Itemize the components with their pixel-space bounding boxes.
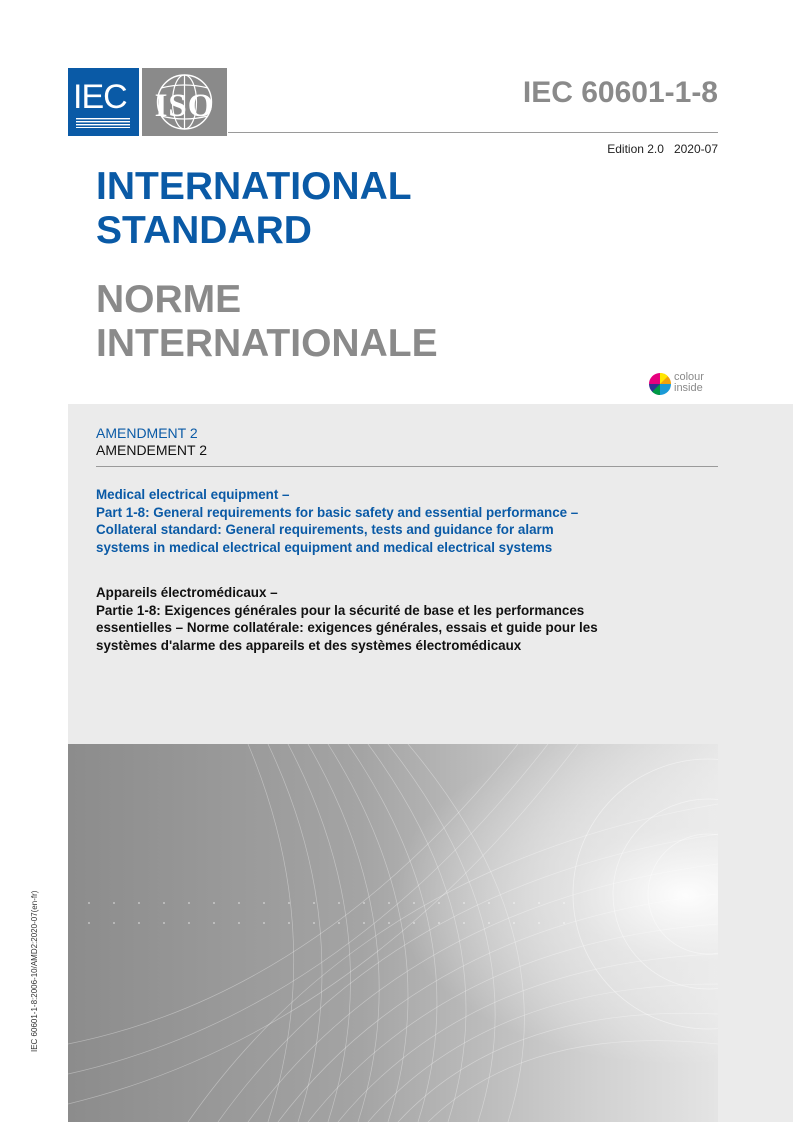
title-en-line-1: INTERNATIONAL <box>96 165 412 208</box>
amendment-french: AMENDEMENT 2 <box>96 442 207 458</box>
colour-wheel-icon <box>649 373 671 395</box>
colour-inside-text <box>674 372 704 394</box>
description-fr-line: essentielles – Norme collatérale: exigences générales, essais et guide pour les <box>96 620 598 635</box>
colour-inside-line-2: inside <box>674 382 703 394</box>
iso-logo <box>142 68 227 136</box>
title-en-line-2: STANDARD <box>96 209 312 252</box>
title-fr-line-2: INTERNATIONALE <box>96 322 438 365</box>
description-en-line: Collateral standard: General requirements, tests and guidance for alarm <box>96 522 554 537</box>
edition-date: 2020-07 <box>673 142 718 156</box>
standard-number: IEC 60601-1-8 <box>522 76 718 109</box>
title-french <box>96 278 438 366</box>
colour-inside-badge <box>649 372 719 398</box>
description-fr-line: systèmes d'alarme des appareils et des systèmes électromédicaux <box>96 637 522 653</box>
colour-inside-line-1: colour <box>674 371 704 383</box>
iec-logo-bars-icon <box>76 118 130 128</box>
iec-logo <box>68 68 139 136</box>
title-english <box>96 165 412 253</box>
side-reference-code: IEC 60601-1-8:2006-10/AMD2:2020-07(en-fr) <box>30 890 39 1052</box>
amendment-english: AMENDMENT 2 <box>96 425 198 441</box>
edition-info <box>607 142 718 156</box>
title-fr-line-1: NORME <box>96 278 242 321</box>
header-divider <box>228 132 718 133</box>
amendment-divider <box>96 466 718 467</box>
iso-logo-text: ISO <box>154 88 215 124</box>
cover-artwork-graphic <box>68 744 718 1122</box>
description-en-line: systems in medical electrical equipment and medical electrical systems <box>96 539 553 555</box>
description-fr-line: Partie 1-8: Exigences générales pour la sécurité de base et les performances <box>96 602 585 618</box>
iec-logo-text: IEC <box>73 78 127 116</box>
description-english <box>96 486 716 556</box>
edition-label: Edition 2.0 <box>607 142 664 156</box>
description-en-line: Medical electrical equipment – <box>96 487 290 502</box>
description-french <box>96 584 716 654</box>
cover-artwork <box>68 744 718 1122</box>
description-en-line: Part 1-8: General requirements for basic safety and essential performance – <box>96 504 579 520</box>
description-fr-line: Appareils électromédicaux – <box>96 585 278 600</box>
